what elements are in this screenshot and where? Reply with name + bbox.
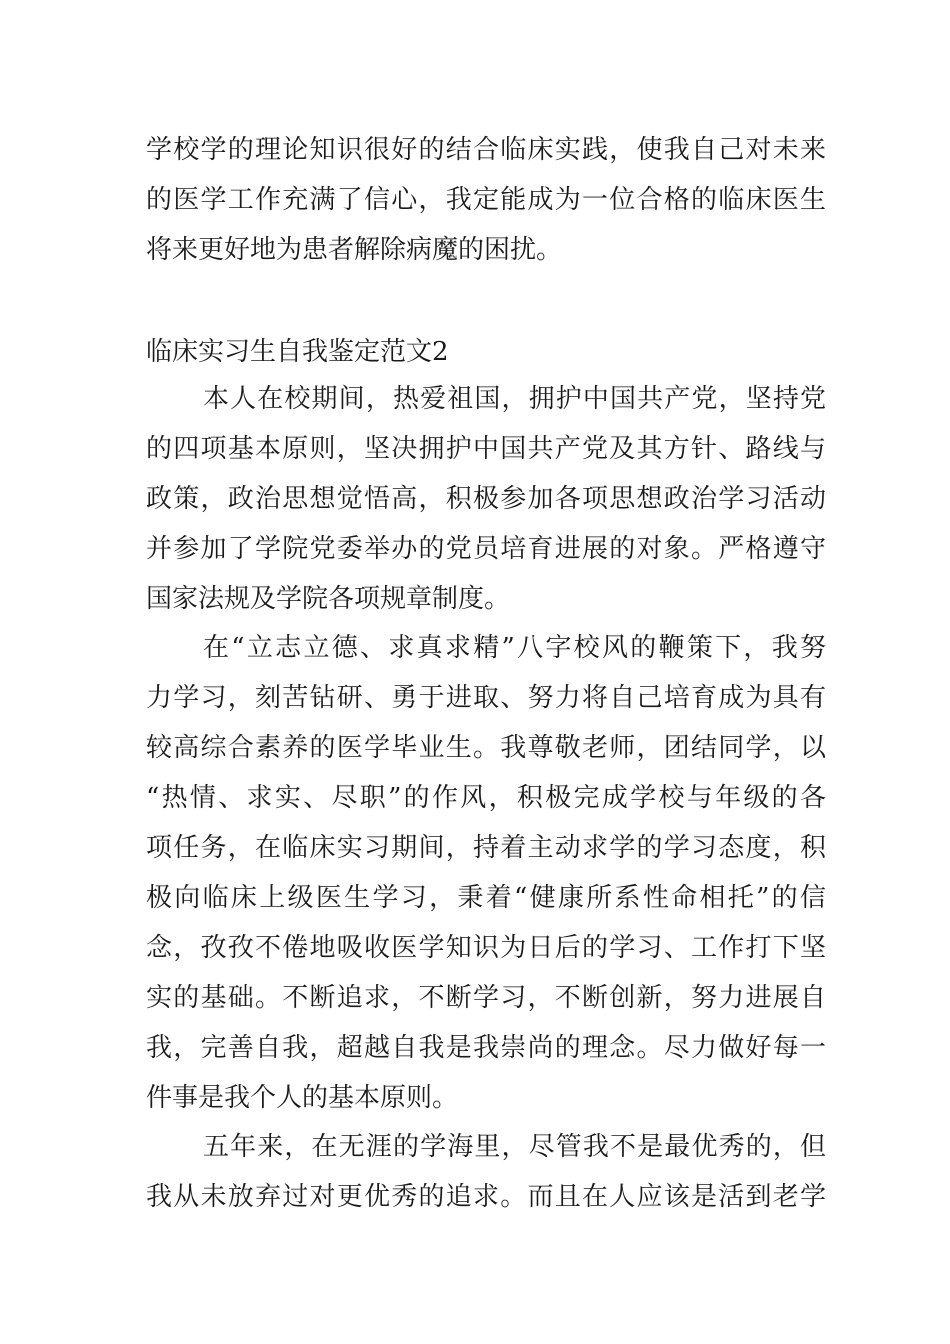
text-line: 学校学的理论知识很好的结合临床实践，使我自己对未来 — [146, 135, 826, 165]
paragraph-first-line: 五年来，在无涯的学海里，尽管我不是最优秀的，但 — [203, 1132, 826, 1162]
text-line: 项任务，在临床实习期间，持着主动求学的学习态度，积 — [146, 833, 826, 863]
section-heading: 临床实习生自我鉴定范文2 — [146, 337, 449, 367]
text-line: 并参加了学院党委举办的党员培育进展的对象。严格遵守 — [146, 534, 826, 564]
text-line: 念，孜孜不倦地吸收医学知识为日后的学习、工作打下坚 — [146, 933, 826, 963]
text-line: 将来更好地为患者解除病魔的困扰。 — [146, 235, 563, 265]
text-line: 较高综合素养的医学毕业生。我尊敬老师，团结同学，以 — [146, 733, 826, 763]
text-line: 实的基础。不断追求，不断学习，不断创新，努力进展自 — [146, 983, 826, 1013]
text-line: 政策，政治思想觉悟高，积极参加各项思想政治学习活动 — [146, 484, 826, 514]
text-line: 极向临床上级医生学习，秉着“健康所系性命相托”的信 — [146, 883, 826, 913]
text-line: 我，完善自我，超越自我是我崇尚的理念。尽力做好每一 — [146, 1033, 826, 1063]
paragraph-first-line: 本人在校期间，热爱祖国，拥护中国共产党，坚持党 — [203, 384, 826, 414]
paragraph-first-line: 在“立志立德、求真求精”八字校风的鞭策下，我努 — [203, 633, 826, 663]
text-line: 力学习，刻苦钻研、勇于进取、努力将自己培育成为具有 — [146, 683, 826, 713]
text-line: “热情、求实、尽职”的作风，积极完成学校与年级的各 — [146, 783, 826, 813]
text-line: 的医学工作充满了信心，我定能成为一位合格的临床医生 — [146, 185, 826, 215]
text-line: 国家法规及学院各项规章制度。 — [146, 584, 511, 614]
text-line: 件事是我个人的基本原则。 — [146, 1083, 459, 1113]
text-line: 我从未放弃过对更优秀的追求。而且在人应该是活到老学 — [146, 1182, 826, 1212]
text-line: 的四项基本原则，坚决拥护中国共产党及其方针、路线与 — [146, 434, 826, 464]
